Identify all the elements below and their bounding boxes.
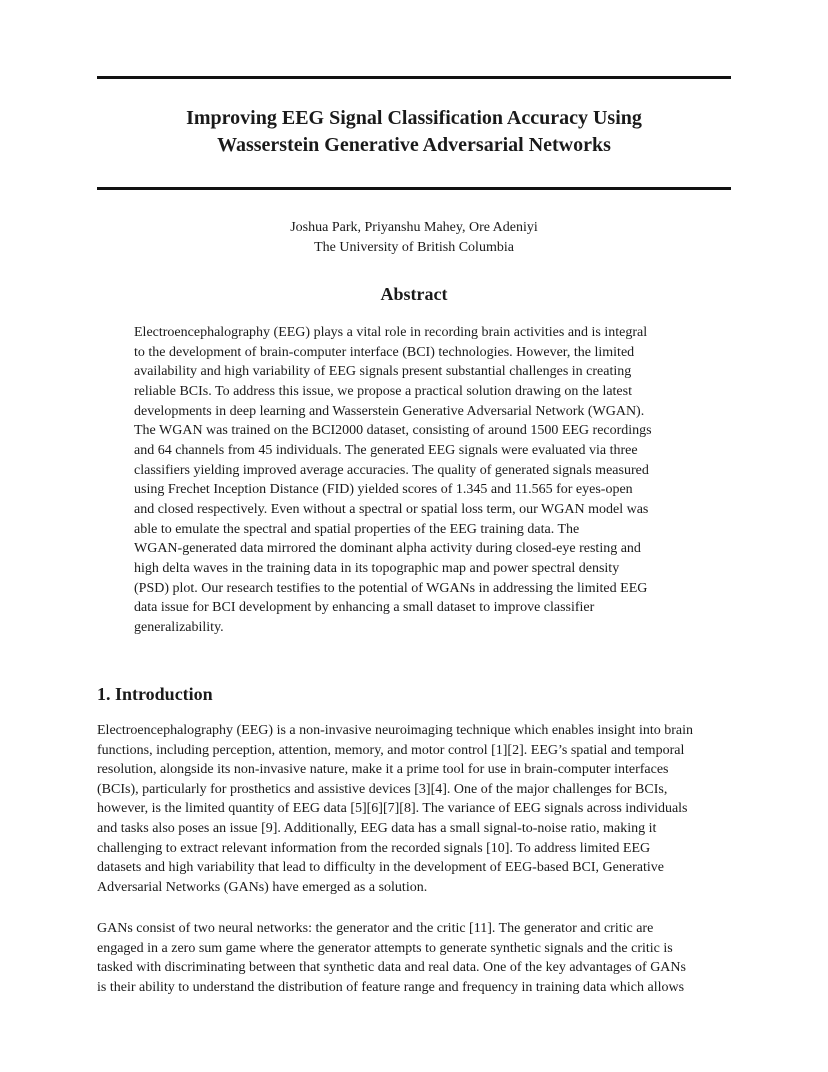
abstract-line: WGAN-generated data mirrored the dominant alpha activity during closed-eye resting and: [134, 541, 641, 557]
title-top-rule: [97, 76, 731, 79]
abstract-line: data issue for BCI development by enhancing a small dataset to improve classifier: [134, 600, 595, 616]
title-bottom-rule: [97, 187, 731, 190]
paragraph-line: Electroencephalography (EEG) is a non-invasive neuroimaging technique which enables insight into brain: [97, 723, 693, 738]
paragraph-line: however, is the limited quantity of EEG data [5][6][7][8]. The variance of EEG signals across individuals: [97, 801, 688, 817]
abstract-line: generalizability.: [134, 619, 224, 635]
title-line: Wasserstein Generative Adversarial Networks: [217, 134, 611, 156]
author-names: Joshua Park, Priyanshu Mahey, Ore Adeniyi: [290, 220, 538, 235]
paragraph-line: functions, including perception, attention, memory, and motor control [1][2]. EEG’s spatial and temporal: [97, 742, 685, 758]
abstract-line: and 64 channels from 45 individuals. The generated EEG signals were evaluated via three: [134, 442, 638, 458]
paragraph-line: tasked with discriminating between that synthetic data and real data. One of the key advantages of GANs: [97, 960, 686, 976]
abstract-line: able to emulate the spectral and spatial properties of the EEG training data. The: [134, 521, 580, 537]
abstract-line: classifiers yielding improved average accuracies. The quality of generated signals measured: [134, 462, 649, 478]
paragraph-line: engaged in a zero sum game where the generator attempts to generate synthetic signals and the critic is: [97, 940, 673, 956]
author-affiliation: The University of British Columbia: [314, 240, 514, 255]
abstract-line: availability and high variability of EEG signals present substantial challenges in creating: [134, 364, 632, 380]
abstract-line: The WGAN was trained on the BCI2000 dataset, consisting of around 1500 EEG recordings: [134, 423, 652, 439]
introduction-paragraph-2: [97, 919, 737, 997]
abstract-line: using Frechet Inception Distance (FID) yielded scores of 1.345 and 11.565 for eyes-open: [134, 482, 633, 498]
paragraph-line: is their ability to understand the distribution of feature range and frequency in training data which allows: [97, 979, 685, 995]
title-line: Improving EEG Signal Classification Accuracy Using: [186, 107, 642, 129]
abstract-line: to the development of brain-computer interface (BCI) technologies. However, the limited: [134, 344, 635, 360]
abstract-line: (PSD) plot. Our research testifies to the potential of WGANs in addressing the limited EEG: [134, 580, 648, 596]
abstract-line: reliable BCIs. To address this issue, we propose a practical solution drawing on the latest: [134, 383, 632, 399]
paragraph-line: datasets and high variability that lead to difficulty in the development of EEG-based BCI, Generative: [97, 860, 664, 876]
abstract-line: and closed respectively. Even without a spectral or spatial loss term, our WGAN model was: [134, 501, 649, 517]
paragraph-line: GANs consist of two neural networks: the generator and the critic [11]. The generator and critic are: [97, 921, 654, 936]
paragraph-line: Adversarial Networks (GANs) have emerged as a solution.: [97, 879, 428, 895]
paragraph-line: and tasks also poses an issue [9]. Additionally, EEG data has a small signal-to-noise ratio, making it: [97, 820, 657, 836]
abstract-line: developments in deep learning and Wasserstein Generative Adversarial Network (WGAN).: [134, 403, 645, 419]
author-block: [97, 218, 731, 258]
paragraph-line: resolution, alongside its non-invasive nature, make it a prime tool for use in brain-computer interfaces: [97, 762, 669, 778]
introduction-heading: 1. Introduction: [97, 684, 213, 704]
paragraph-line: challenging to extract relevant information from the recorded signals [10]. To address limited EEG: [97, 840, 651, 856]
paper-title: [97, 105, 731, 159]
paragraph-line: (BCIs), particularly for prosthetics and assistive devices [3][4]. One of the major challenges for BCIs,: [97, 781, 668, 797]
abstract-line: high delta waves in the training data in its topographic map and power spectral density: [134, 560, 620, 576]
abstract-line: Electroencephalography (EEG) plays a vital role in recording brain activities and is integral: [134, 325, 648, 340]
introduction-paragraph-1: [97, 721, 737, 897]
abstract-heading: Abstract: [380, 284, 448, 304]
abstract-body: [134, 323, 694, 638]
